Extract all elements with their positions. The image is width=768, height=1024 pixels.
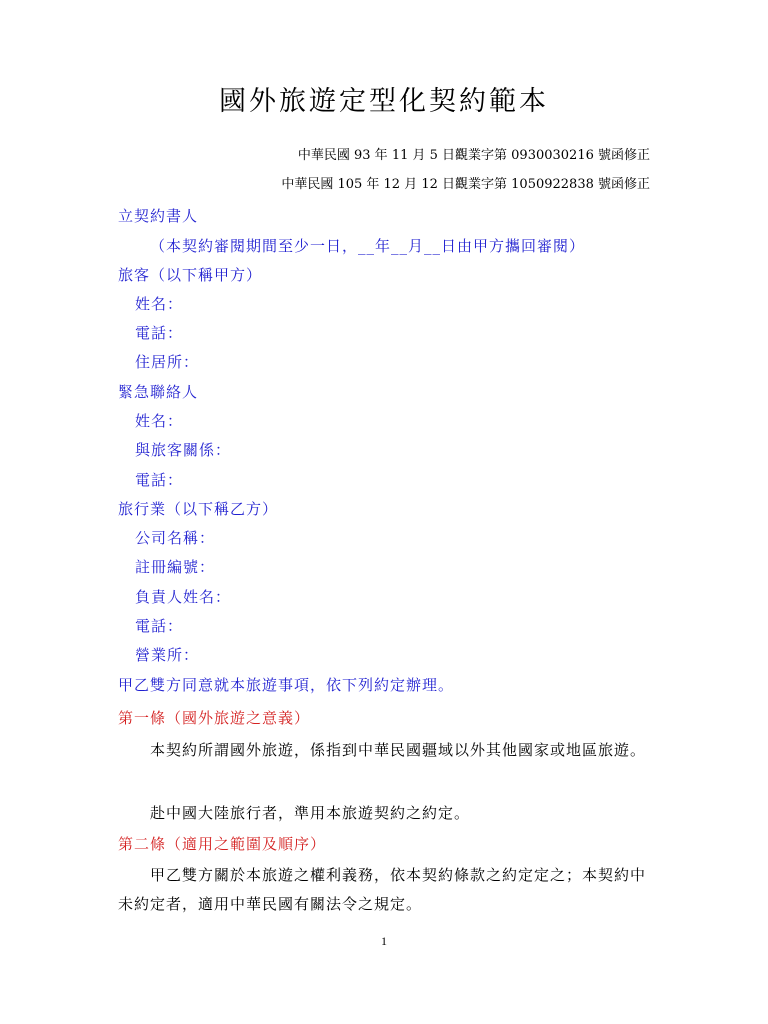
emergency-contact-heading: 緊急聯絡人 [118, 383, 199, 401]
party-b-company-label: 公司名稱： [135, 529, 216, 547]
party-b-registration-label: 註冊編號： [135, 558, 216, 576]
document-title: 國外旅遊定型化契約範本 [219, 86, 549, 117]
emergency-phone-label: 電話： [135, 471, 184, 489]
party-a-phone-label: 電話： [135, 324, 184, 342]
agreement-statement: 甲乙雙方同意就本旅遊事項，依下列約定辦理。 [118, 676, 455, 694]
party-b-phone-label: 電話： [135, 617, 184, 635]
article-1-heading: 第一條（國外旅遊之意義） [118, 709, 311, 727]
party-a-heading: 旅客（以下稱甲方） [118, 266, 263, 284]
emergency-name-label: 姓名： [135, 412, 184, 430]
party-a-address-label: 住居所： [135, 353, 200, 371]
page-number: 1 [381, 934, 387, 948]
revision-note-2: 中華民國 105 年 12 月 12 日觀業字第 1050922838 號函修正 [281, 177, 650, 192]
party-b-heading: 旅行業（以下稱乙方） [118, 500, 279, 518]
article-1-paragraph-2: 赴中國大陸旅行者，準用本旅遊契約之約定。 [150, 804, 471, 822]
party-b-owner-label: 負責人姓名： [135, 588, 232, 606]
emergency-relation-label: 與旅客關係： [135, 441, 232, 459]
revision-note-1: 中華民國 93 年 11 月 5 日觀業字第 0930030216 號函修正 [297, 148, 650, 163]
article-2-paragraph-1: 甲乙雙方關於本旅遊之權利義務，依本契約條款之約定定之；本契約中未約定者，適用中華民國有關法令之規定。 [118, 866, 647, 913]
article-1-paragraph-1: 本契約所謂國外旅遊，係指到中華民國疆域以外其他國家或地區旅遊。 [150, 741, 647, 759]
signing-parties-heading: 立契約書人 [118, 207, 199, 225]
party-a-name-label: 姓名： [135, 295, 184, 313]
article-2-heading: 第二條（適用之範圍及順序） [118, 835, 327, 853]
party-b-office-label: 營業所： [135, 646, 200, 664]
review-period-note: （本契約審閱期間至少一日，__年__月__日由甲方攜回審閱） [150, 237, 586, 255]
